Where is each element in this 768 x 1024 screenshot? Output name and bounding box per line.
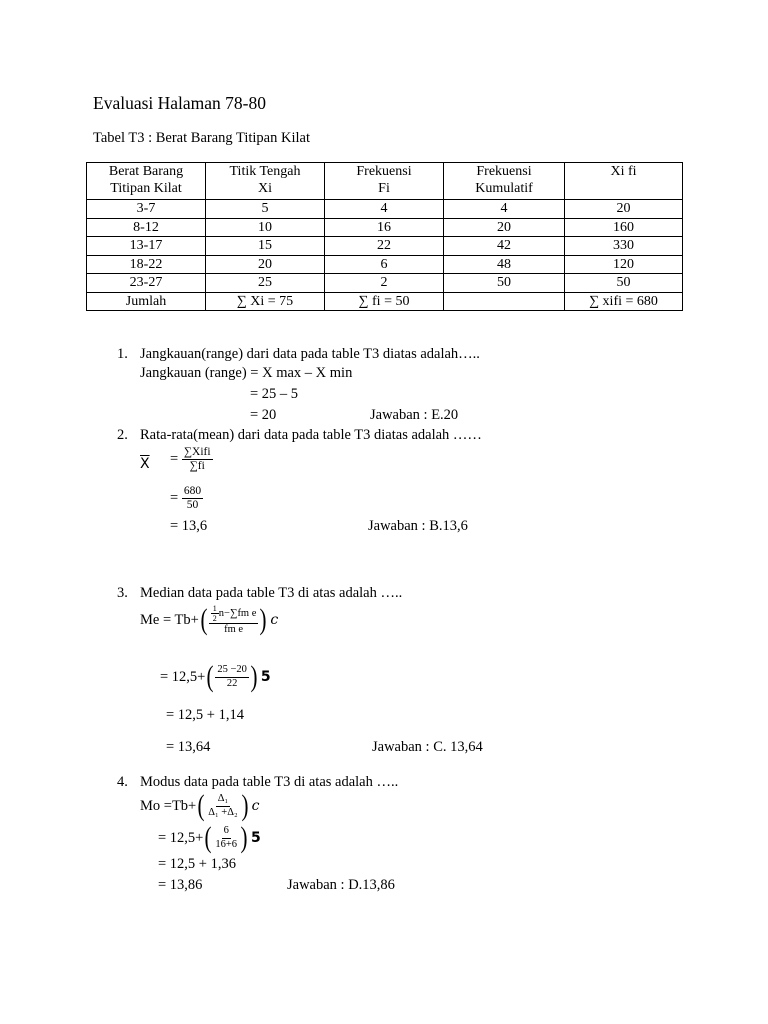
q4-answer: Jawaban : D.13,86 [287,877,395,893]
table-cell: 4 [444,200,565,219]
table-cell: 16 [325,218,444,237]
total-xifi: ∑ xifi = 680 [565,292,683,311]
q1-answer: Jawaban : E.20 [370,407,459,423]
q3-step2: = 12,5 + 1,14 [166,707,244,723]
q2-f2-num: 680 [182,485,203,499]
q2-question: Rata-rata(mean) dari data pada table T3 diatas adalah …… [140,427,482,443]
table-cell: 15 [206,237,325,256]
table-cell: 20 [444,218,565,237]
table-cell: 6 [325,255,444,274]
q3-question: Median data pada table T3 di atas adalah ….. [140,585,403,601]
table-cell: 23-27 [87,274,206,293]
table-cell: 8-12 [87,218,206,237]
q4-number: 4. [117,774,128,790]
table-row [87,237,683,256]
header-berat-barang: Berat Barang Titipan Kilat [87,163,206,200]
q4-formula: Mo =Tb+ ( $\frac{\text{Δ₁}}{\text{Δ₁ +Δ₂}}$ ) c [140,789,260,822]
q1-formula: Jangkauan (range) = X max – X min [140,365,353,381]
table-cell: 25 [206,274,325,293]
q3-formula: Me = Tb+ ( $\frac{1}{2}$ n−∑fm e fm e ) c [140,603,279,637]
q2-formula-2: = $\frac{680}{50}$ [170,485,202,512]
q2-f1-den: ∑fi [189,460,205,473]
total-fi: ∑ fi = 50 [325,292,444,311]
q4-question: Modus data pada table T3 di atas adalah ….. [140,774,399,790]
table-row [87,274,683,293]
page-title: Evaluasi Halaman 78-80 [93,93,267,113]
total-label: Jumlah [87,292,206,311]
q4-step2: = 12,5 + 1,36 [158,856,236,872]
table-header-row [87,163,683,200]
header-frekuensi-kumulatif: Frekuensi Kumulatif [444,163,565,200]
q3-c: c [270,612,279,629]
table-row [87,255,683,274]
q2-answer: Jawaban : B.13,6 [368,518,468,534]
q3-step3: = 13,64 [166,739,211,755]
table-cell: 48 [444,255,565,274]
table-cell: 120 [565,255,683,274]
q2-f1-num: ∑Xifi [182,446,213,460]
q4-step1: = 12,5+ ( $\frac{6}{16+6}$ ) 5 [158,821,261,854]
table-caption: Tabel T3 : Berat Barang Titipan Kilat [93,130,310,146]
q3-number: 3. [117,585,128,601]
table-row [87,218,683,237]
q2-formula-1: = $\frac{\text{∑Xifi}}{\sum fi}$ [170,446,211,473]
table-row [87,200,683,219]
header-xi-fi: Xi fi [565,163,683,200]
table-cell: 330 [565,237,683,256]
q1-question: Jangkauan(range) dari data pada table T3 diatas adalah….. [140,346,480,362]
q3-answer: Jawaban : C. 13,64 [372,739,483,755]
table-cell: 22 [325,237,444,256]
table-cell: 4 [325,200,444,219]
q2-f2-den: 50 [186,499,199,512]
q1-step2: = 20 [250,407,277,423]
q3-step1: = 12,5+ ( $\frac{25 -20}{22}$ ) 5 [160,660,271,693]
header-frekuensi: Frekuensi Fi [325,163,444,200]
q2-xbar: $\overline{X}$ [140,456,150,472]
table-cell: 3-7 [87,200,206,219]
header-titik-tengah: Titik Tengah Xi [206,163,325,200]
q2-number: 2. [117,427,128,443]
table-cell: 2 [325,274,444,293]
table-cell: 50 [444,274,565,293]
frequency-table [86,162,683,311]
table-cell: 42 [444,237,565,256]
table-cell: 20 [565,200,683,219]
table-cell: 10 [206,218,325,237]
q1-number: 1. [117,346,128,362]
table-total-row [87,292,683,311]
q1-step1: = 25 – 5 [250,386,299,402]
table-cell: 13-17 [87,237,206,256]
total-empty [444,292,565,311]
table-cell: 18-22 [87,255,206,274]
total-xi: ∑ Xi = 75 [206,292,325,311]
q4-step3: = 13,86 [158,877,203,893]
table-cell: 160 [565,218,683,237]
table-cell: 20 [206,255,325,274]
table-cell: 5 [206,200,325,219]
table-cell: 50 [565,274,683,293]
q2-result: = 13,6 [170,518,208,534]
